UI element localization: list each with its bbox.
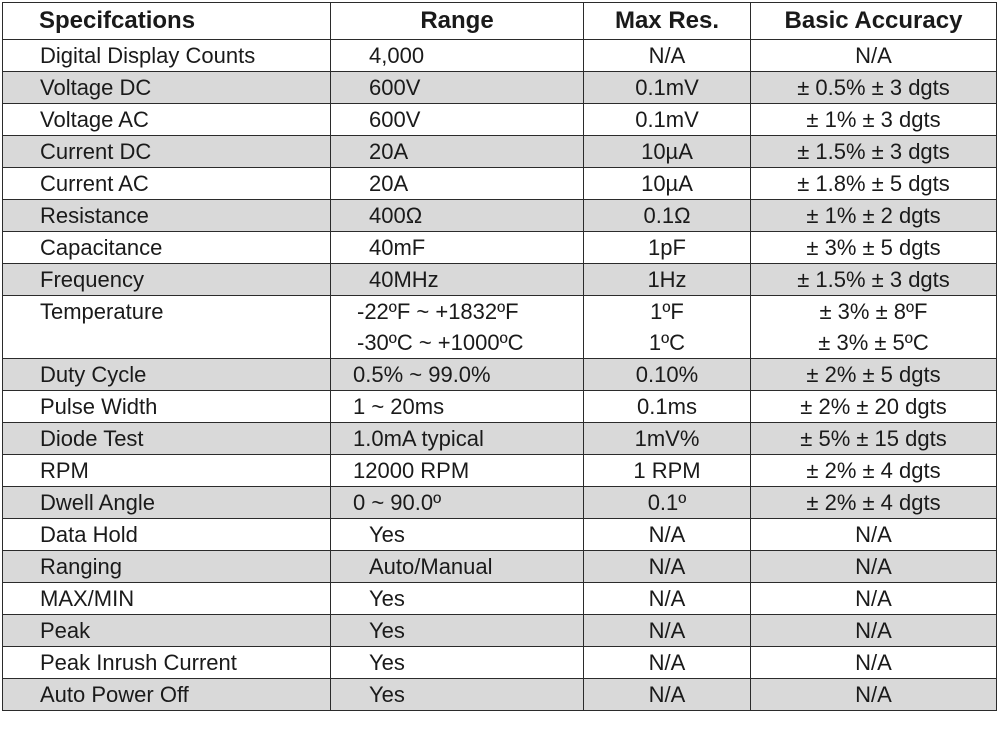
range-cell bbox=[331, 455, 584, 487]
range-value: Yes bbox=[369, 650, 405, 675]
accuracy-value: N/A bbox=[855, 618, 892, 643]
range-value: 4,000 bbox=[369, 43, 425, 68]
max-res-value: 0.1mV bbox=[635, 107, 699, 132]
max-res-cell bbox=[584, 168, 751, 200]
max-res-value: 10µA bbox=[641, 139, 693, 164]
accuracy-cell bbox=[751, 487, 997, 519]
accuracy-value: ± 1.8% ± 5 dgts bbox=[797, 171, 950, 196]
max-res-value: 1 RPM bbox=[633, 458, 701, 483]
range-cell bbox=[331, 519, 584, 551]
spec-name-cell: Ranging bbox=[3, 551, 331, 583]
table-row bbox=[3, 232, 997, 264]
spec-name-cell: Data Hold bbox=[3, 519, 331, 551]
range-cell bbox=[331, 168, 584, 200]
accuracy-value: N/A bbox=[855, 43, 892, 68]
range-value: Yes bbox=[369, 682, 405, 707]
header-range: Range bbox=[331, 3, 584, 40]
accuracy-cell bbox=[751, 104, 997, 136]
range-cell bbox=[331, 264, 584, 296]
spec-name-cell: Current DC bbox=[3, 136, 331, 168]
spec-name-cell: Temperature bbox=[3, 296, 331, 359]
max-res-value: N/A bbox=[648, 586, 686, 611]
accuracy-value: ± 2% ± 20 dgts bbox=[800, 394, 947, 419]
max-res-value: N/A bbox=[648, 650, 686, 675]
accuracy-cell bbox=[751, 264, 997, 296]
header-row bbox=[3, 3, 997, 40]
accuracy-cell bbox=[751, 168, 997, 200]
max-res-value: 0.1º bbox=[647, 490, 687, 515]
range-cell bbox=[331, 647, 584, 679]
table-row bbox=[3, 104, 997, 136]
accuracy-cell bbox=[751, 551, 997, 583]
table-row bbox=[3, 615, 997, 647]
table-row bbox=[3, 359, 997, 391]
accuracy-value: ± 5% ± 15 dgts bbox=[800, 426, 947, 451]
table-row bbox=[3, 72, 997, 104]
max-res-cell bbox=[584, 519, 751, 551]
max-res-cell bbox=[584, 296, 751, 359]
max-res-value: 0.1ms bbox=[637, 394, 697, 419]
max-res-value: 1ºC bbox=[648, 330, 686, 355]
accuracy-cell bbox=[751, 200, 997, 232]
range-value: 600V bbox=[369, 75, 421, 100]
accuracy-value: ± 2% ± 4 dgts bbox=[806, 490, 941, 515]
accuracy-cell bbox=[751, 455, 997, 487]
range-cell bbox=[331, 615, 584, 647]
table-header bbox=[3, 3, 997, 40]
range-value: Yes bbox=[369, 618, 405, 643]
range-value: 0 ~ 90.0º bbox=[353, 490, 442, 515]
spec-name-cell: Pulse Width bbox=[3, 391, 331, 423]
table-row bbox=[3, 168, 997, 200]
spec-name-cell: Auto Power Off bbox=[3, 679, 331, 711]
table-row bbox=[3, 136, 997, 168]
max-res-value: 0.10% bbox=[635, 362, 699, 387]
max-res-cell bbox=[584, 647, 751, 679]
range-value: Yes bbox=[369, 586, 405, 611]
max-res-cell bbox=[584, 232, 751, 264]
spec-name-cell: Duty Cycle bbox=[3, 359, 331, 391]
accuracy-value: N/A bbox=[855, 554, 892, 579]
range-value: Auto/Manual bbox=[369, 554, 493, 579]
accuracy-cell bbox=[751, 359, 997, 391]
accuracy-value: ± 2% ± 5 dgts bbox=[806, 362, 941, 387]
accuracy-value: ± 0.5% ± 3 dgts bbox=[797, 75, 950, 100]
max-res-cell bbox=[584, 551, 751, 583]
range-value: 12000 RPM bbox=[353, 458, 470, 483]
range-value: 20A bbox=[369, 171, 409, 196]
range-cell bbox=[331, 40, 584, 72]
accuracy-cell bbox=[751, 423, 997, 455]
max-res-value: N/A bbox=[648, 682, 686, 707]
specifications-table bbox=[2, 2, 997, 711]
max-res-cell bbox=[584, 679, 751, 711]
range-value: 1 ~ 20ms bbox=[353, 394, 445, 419]
max-res-value: 0.1mV bbox=[635, 75, 699, 100]
range-cell bbox=[331, 104, 584, 136]
accuracy-value: ± 1.5% ± 3 dgts bbox=[797, 139, 950, 164]
range-value: 0.5% ~ 99.0% bbox=[353, 362, 491, 387]
spec-name-cell: Frequency bbox=[3, 264, 331, 296]
max-res-value: N/A bbox=[648, 43, 686, 68]
spec-name-cell: Peak Inrush Current bbox=[3, 647, 331, 679]
table-row bbox=[3, 455, 997, 487]
accuracy-value: N/A bbox=[855, 522, 892, 547]
max-res-value: 0.1Ω bbox=[643, 203, 691, 228]
table-body bbox=[3, 40, 997, 711]
accuracy-value: N/A bbox=[855, 682, 892, 707]
table-row bbox=[3, 679, 997, 711]
range-value: 600V bbox=[369, 107, 421, 132]
max-res-cell bbox=[584, 200, 751, 232]
accuracy-cell bbox=[751, 647, 997, 679]
table-row bbox=[3, 551, 997, 583]
accuracy-value: N/A bbox=[855, 650, 892, 675]
range-value: 40MHz bbox=[369, 267, 439, 292]
spec-name-cell: Current AC bbox=[3, 168, 331, 200]
spec-name-cell: Voltage AC bbox=[3, 104, 331, 136]
max-res-cell bbox=[584, 136, 751, 168]
accuracy-cell bbox=[751, 615, 997, 647]
max-res-value: N/A bbox=[648, 554, 686, 579]
max-res-value: N/A bbox=[648, 618, 686, 643]
range-cell bbox=[331, 200, 584, 232]
range-value: Yes bbox=[369, 522, 405, 547]
accuracy-value: ± 1.5% ± 3 dgts bbox=[797, 267, 950, 292]
max-res-value: 1pF bbox=[648, 235, 686, 260]
spec-name-cell: Voltage DC bbox=[3, 72, 331, 104]
max-res-value: N/A bbox=[648, 522, 686, 547]
accuracy-cell bbox=[751, 391, 997, 423]
accuracy-cell bbox=[751, 296, 997, 359]
table-row bbox=[3, 519, 997, 551]
table-row bbox=[3, 200, 997, 232]
spec-name-cell: Resistance bbox=[3, 200, 331, 232]
max-res-cell bbox=[584, 72, 751, 104]
accuracy-value: ± 1% ± 3 dgts bbox=[806, 107, 941, 132]
range-value: -22ºF ~ +1832ºF bbox=[357, 299, 519, 324]
table-row bbox=[3, 391, 997, 423]
max-res-value: 10µA bbox=[641, 171, 693, 196]
max-res-value: 1ºF bbox=[650, 299, 684, 324]
accuracy-cell bbox=[751, 679, 997, 711]
accuracy-cell bbox=[751, 40, 997, 72]
max-res-cell bbox=[584, 104, 751, 136]
range-cell bbox=[331, 551, 584, 583]
range-value: 20A bbox=[369, 139, 409, 164]
accuracy-cell bbox=[751, 583, 997, 615]
table-row bbox=[3, 264, 997, 296]
accuracy-cell bbox=[751, 519, 997, 551]
header-max-res: Max Res. bbox=[584, 3, 751, 40]
range-cell bbox=[331, 359, 584, 391]
spec-name-cell: Capacitance bbox=[3, 232, 331, 264]
table-row bbox=[3, 296, 997, 359]
table-row bbox=[3, 40, 997, 72]
accuracy-value: ± 1% ± 2 dgts bbox=[806, 203, 941, 228]
spec-name-cell: RPM bbox=[3, 455, 331, 487]
max-res-cell bbox=[584, 264, 751, 296]
header-basic-accuracy: Basic Accuracy bbox=[751, 3, 997, 40]
range-value: 400Ω bbox=[369, 203, 423, 228]
range-cell bbox=[331, 232, 584, 264]
range-value: 40mF bbox=[369, 235, 426, 260]
range-cell bbox=[331, 72, 584, 104]
max-res-value: 1mV% bbox=[634, 426, 700, 451]
accuracy-value: ± 3% ± 8ºF bbox=[819, 299, 928, 324]
max-res-cell bbox=[584, 423, 751, 455]
max-res-cell bbox=[584, 615, 751, 647]
spec-name-cell: Peak bbox=[3, 615, 331, 647]
range-cell bbox=[331, 391, 584, 423]
range-cell bbox=[331, 136, 584, 168]
range-value: -30ºC ~ +1000ºC bbox=[357, 330, 524, 355]
max-res-cell bbox=[584, 455, 751, 487]
range-cell bbox=[331, 423, 584, 455]
accuracy-cell bbox=[751, 72, 997, 104]
max-res-cell bbox=[584, 583, 751, 615]
accuracy-value: ± 2% ± 4 dgts bbox=[806, 458, 941, 483]
table-row bbox=[3, 647, 997, 679]
table-row bbox=[3, 583, 997, 615]
spec-name-cell: MAX/MIN bbox=[3, 583, 331, 615]
range-cell bbox=[331, 583, 584, 615]
range-cell bbox=[331, 487, 584, 519]
max-res-cell bbox=[584, 40, 751, 72]
max-res-cell bbox=[584, 359, 751, 391]
accuracy-value: N/A bbox=[855, 586, 892, 611]
accuracy-value: ± 3% ± 5ºC bbox=[818, 330, 929, 355]
spec-name-cell: Digital Display Counts bbox=[3, 40, 331, 72]
max-res-value: 1Hz bbox=[647, 267, 687, 292]
range-cell bbox=[331, 296, 584, 359]
range-cell bbox=[331, 679, 584, 711]
table-row bbox=[3, 487, 997, 519]
header-specifications: Specifcations bbox=[3, 3, 331, 40]
table-row bbox=[3, 423, 997, 455]
max-res-cell bbox=[584, 391, 751, 423]
accuracy-value: ± 3% ± 5 dgts bbox=[806, 235, 941, 260]
max-res-cell bbox=[584, 487, 751, 519]
range-value: 1.0mA typical bbox=[353, 426, 484, 451]
accuracy-cell bbox=[751, 232, 997, 264]
accuracy-cell bbox=[751, 136, 997, 168]
spec-name-cell: Dwell Angle bbox=[3, 487, 331, 519]
spec-name-cell: Diode Test bbox=[3, 423, 331, 455]
